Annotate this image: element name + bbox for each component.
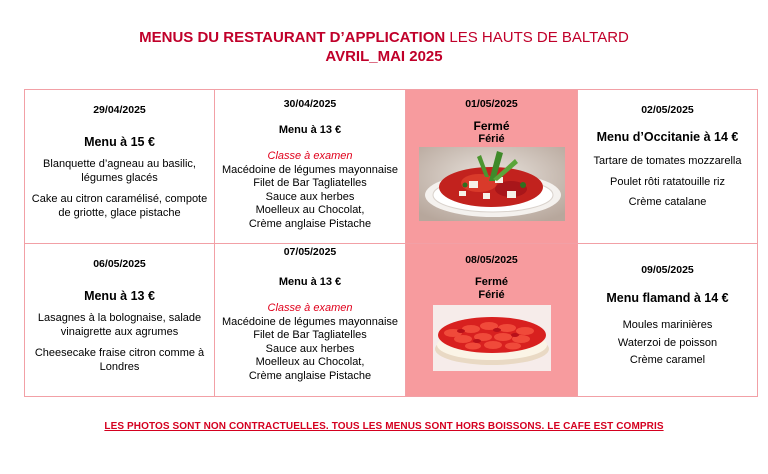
dish: Waterzoi de poisson: [617, 336, 718, 349]
day-cell-06-05: [25, 244, 215, 397]
dish: Filet de Bar Tagliatelles: [253, 177, 367, 189]
exam-note: Classe à examen: [267, 150, 353, 162]
day-date: 08/05/2025: [465, 254, 518, 266]
dish: Moelleux au Chocolat,: [255, 204, 365, 216]
dish: Lasagnes à la bolognaise, salade vinaigrette aux agrumes: [37, 312, 202, 338]
dish: Poulet rôti ratatouille riz: [610, 175, 725, 188]
dish: Macédoine de légumes mayonnaise: [221, 163, 399, 176]
closed-reason: Férié: [478, 133, 505, 145]
closed-status: Fermé: [474, 275, 509, 288]
day-cell-09-05: [578, 244, 758, 397]
day-date: 07/05/2025: [283, 246, 337, 258]
dish: Crème caramel: [629, 354, 706, 366]
week-row-2: [25, 244, 758, 397]
day-cell-29-04: [25, 90, 215, 244]
day-date: 02/05/2025: [641, 104, 694, 116]
dish: Crème catalane: [628, 196, 707, 208]
menu-price: Menu à 13 €: [278, 275, 342, 288]
page-subtitle: AVRIL_MAI 2025: [325, 48, 443, 65]
closed-reason: Férié: [478, 289, 505, 301]
day-cell-07-05: [215, 244, 406, 397]
day-cell-02-05: [578, 90, 758, 244]
day-date: 01/05/2025: [465, 98, 518, 110]
day-date: 29/04/2025: [93, 104, 146, 116]
dish: Sauce aux herbes: [265, 190, 355, 203]
footer-note: LES PHOTOS SONT NON CONTRACTUELLES. TOUS LES MENUS SONT HORS BOISSONS. LE CAFE EST COMPRIS: [104, 421, 664, 432]
page-title: [0, 29, 768, 47]
dish: Tartare de tomates mozzarella: [593, 155, 742, 167]
dish: Crème anglaise Pistache: [248, 217, 372, 230]
dish: Moules marinières: [622, 319, 713, 331]
dish: Macédoine de légumes mayonnaise: [221, 315, 399, 328]
day-date: 06/05/2025: [93, 258, 146, 270]
day-date: 09/05/2025: [641, 264, 694, 276]
menu-price: Menu à 15 €: [84, 134, 155, 149]
day-cell-01-05: [406, 90, 578, 244]
tomato-salad-photo: [419, 147, 565, 221]
menu-price: Menu flamand à 14 €: [606, 290, 729, 305]
dish: Sauce aux herbes: [265, 342, 355, 355]
title-rest: LES HAUTS DE BALTARD: [445, 29, 629, 46]
day-cell-08-05: [406, 244, 578, 397]
dish: Cheesecake fraise citron comme à Londres: [34, 347, 205, 373]
title-bold: MENUS DU RESTAURANT D’APPLICATION: [139, 29, 446, 46]
day-date: 30/04/2025: [283, 98, 337, 110]
day-cell-30-04: [215, 90, 406, 244]
menu-price: Menu d’Occitanie à 14 €: [596, 129, 739, 144]
dish: Blanquette d’agneau au basilic, légumes glacés: [43, 158, 196, 184]
dish: Crème anglaise Pistache: [248, 369, 372, 382]
menu-price: Menu à 13 €: [84, 288, 155, 303]
menu-price: Menu à 13 €: [278, 123, 342, 136]
dish: Moelleux au Chocolat,: [255, 356, 365, 368]
week-row-1: [25, 90, 758, 244]
exam-note: Classe à examen: [267, 302, 353, 314]
strawberry-tart-photo: [433, 305, 551, 371]
closed-status: Fermé: [473, 118, 510, 133]
dish: Filet de Bar Tagliatelles: [253, 329, 367, 341]
menu-grid: [24, 89, 758, 397]
dish: Cake au citron caramélisé, compote de griotte, glace pistache: [31, 193, 208, 219]
